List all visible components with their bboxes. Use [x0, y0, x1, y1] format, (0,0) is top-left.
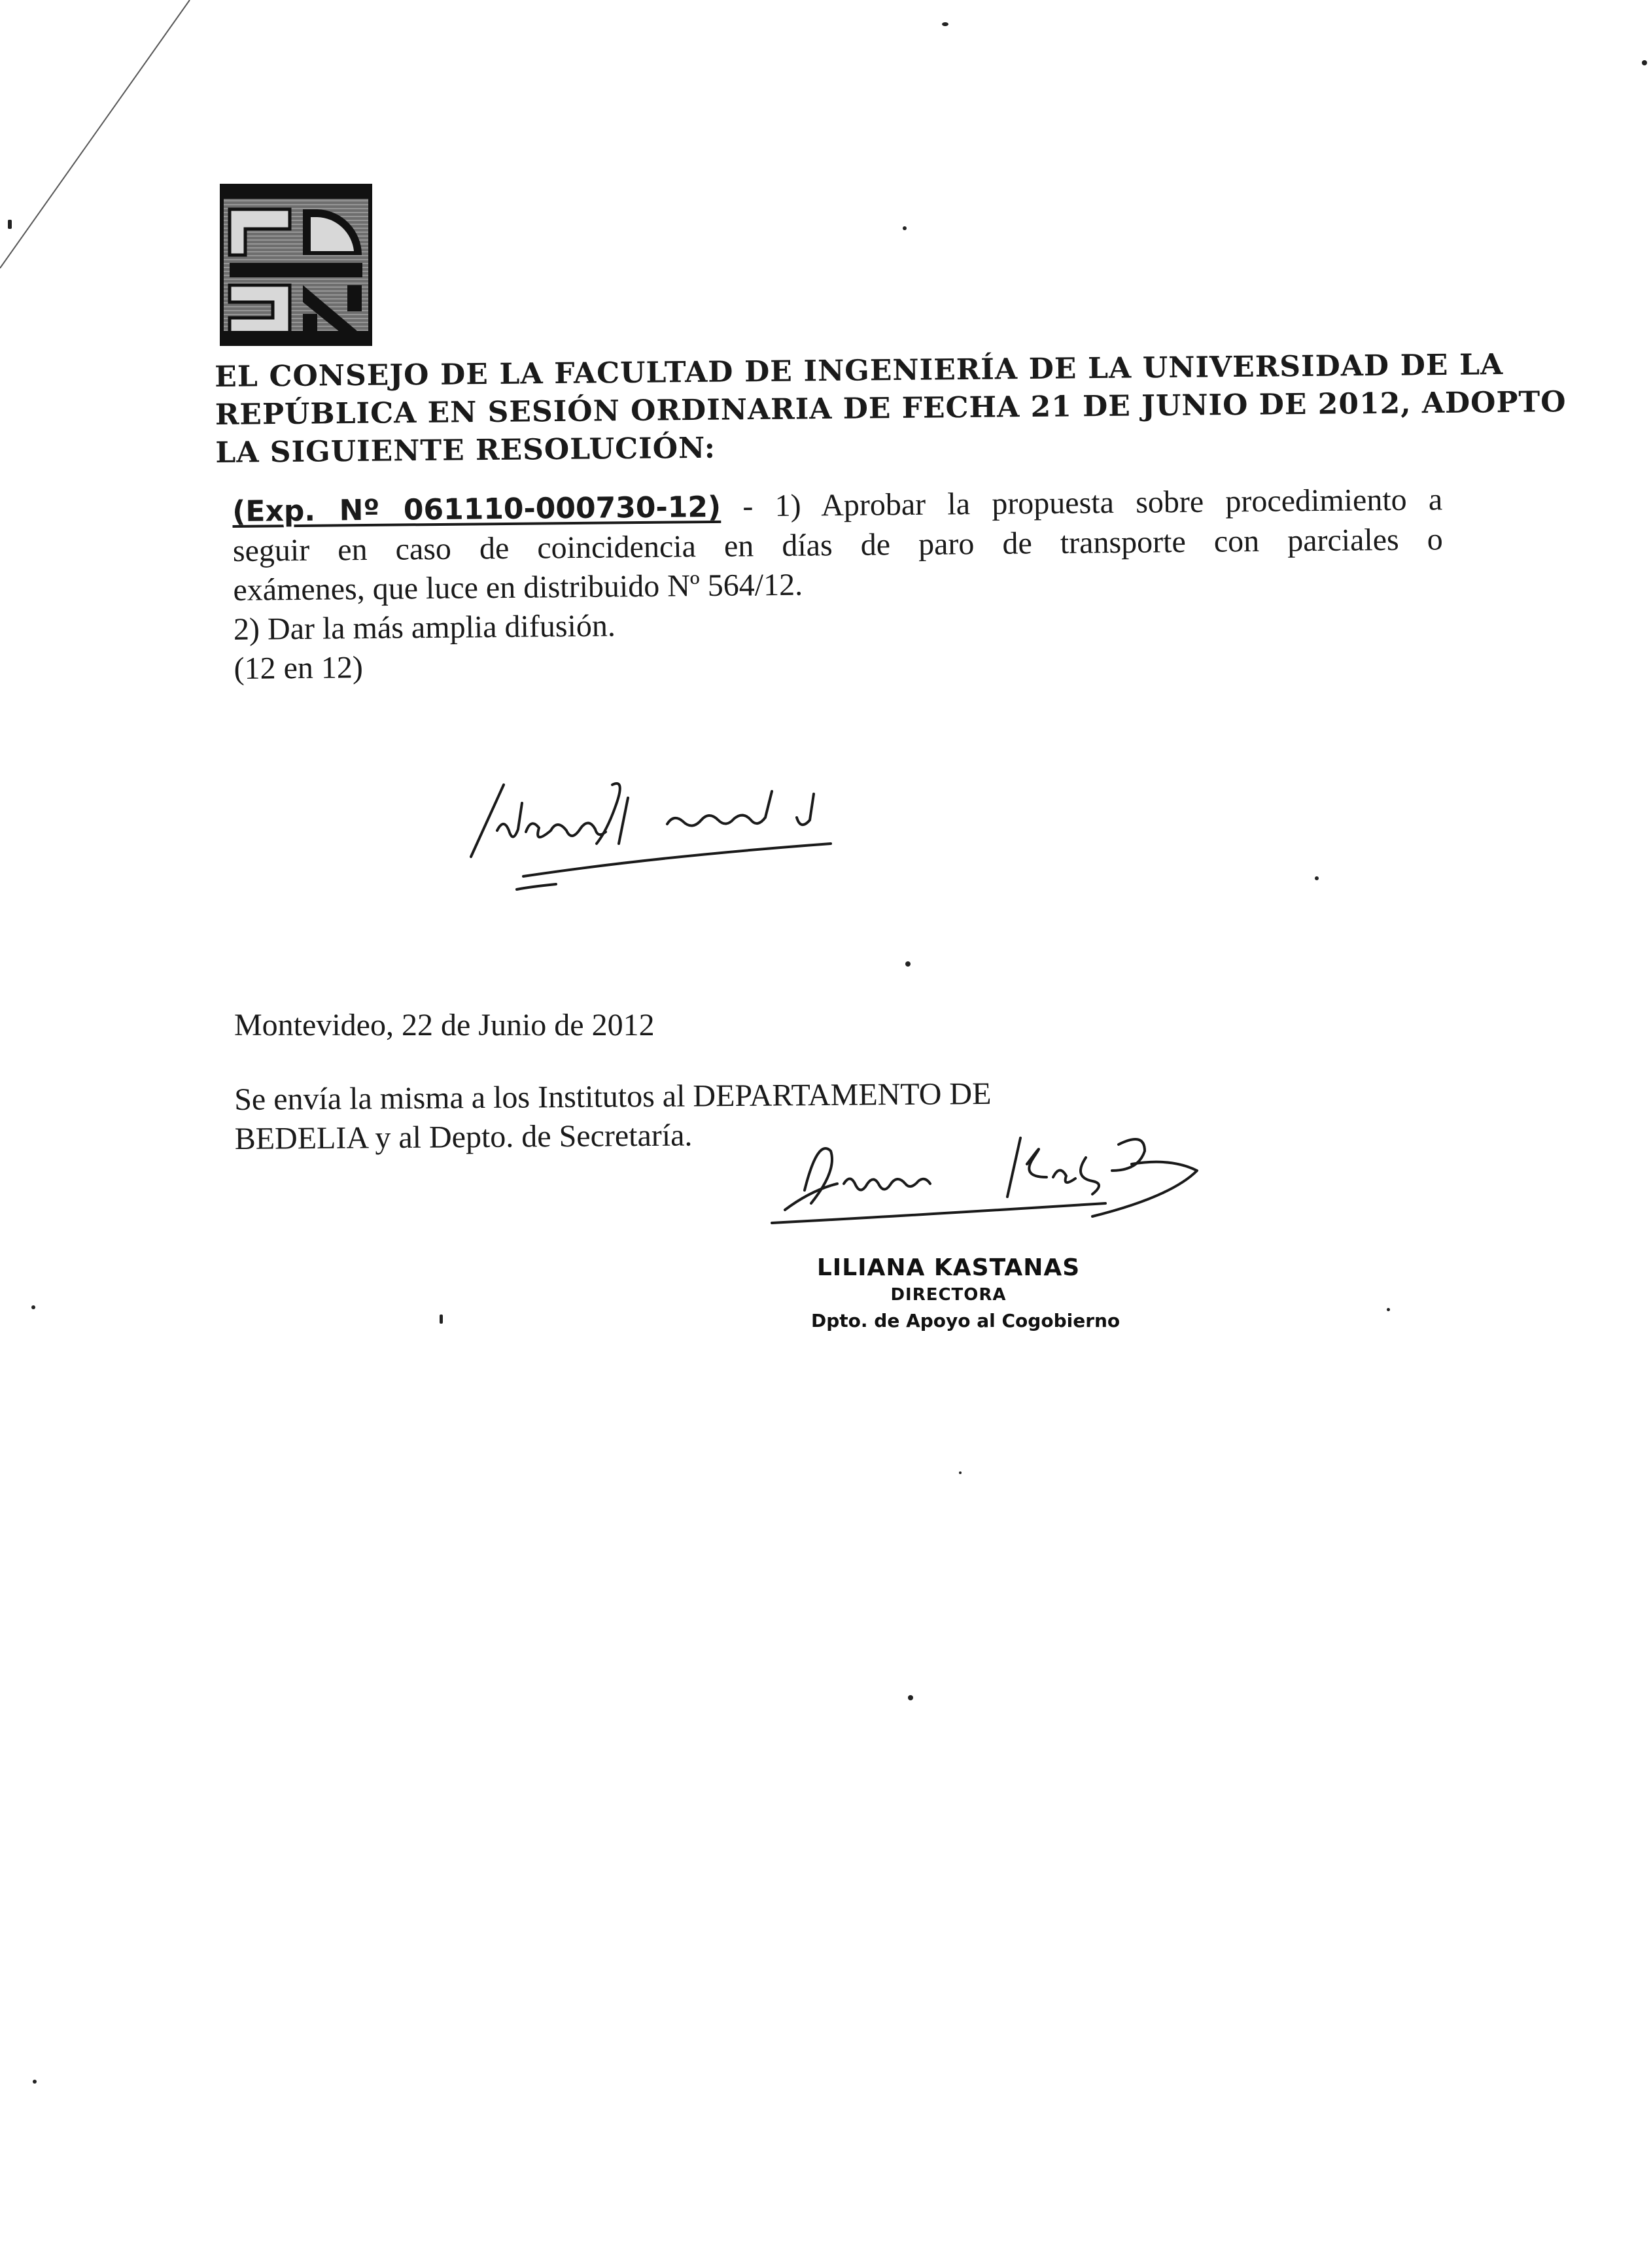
distribution-line-1: Se envía la misma a los Institutos al DEPARTAMENTO DE [234, 1076, 992, 1117]
signatory-title: DIRECTORA [890, 1285, 1007, 1305]
resolution-line-3: exámenes, que luce en distribuido Nº 564/12. [233, 567, 803, 608]
scan-speck [908, 1695, 913, 1700]
resolution-line-1-text: - 1) Aprobar la propuesta sobre procedimiento a [720, 482, 1443, 524]
resolution-line-2: seguir en caso de coincidencia en días de paro de transporte con parciales o [232, 522, 1444, 568]
scan-speck [8, 220, 12, 229]
signatory-stamp [811, 1254, 1121, 1332]
scan-speck [440, 1314, 443, 1324]
scan-speck [1387, 1308, 1390, 1311]
header-line-2: REPÚBLICA EN SESIÓN ORDINARIA DE FECHA 21 DE JUNIO DE 2012, ADOPTO [215, 385, 1567, 432]
distribution-line-2: BEDELIA y al Depto. de Secretaría. [234, 1118, 693, 1156]
handwritten-signature-1 [458, 759, 929, 902]
scan-speck [903, 226, 907, 230]
handwritten-signature-2 [765, 1112, 1223, 1243]
scan-speck [31, 1305, 35, 1309]
council-header [215, 346, 1567, 472]
scan-speck [1642, 60, 1647, 65]
signatory-name: LILIANA KASTANAS [816, 1254, 1081, 1281]
scan-speck [1315, 876, 1319, 880]
scan-speck [942, 22, 948, 26]
header-line-1: EL CONSEJO DE LA FACULTAD DE INGENIERÍA DE LA UNIVERSIDAD DE LA [215, 348, 1504, 394]
header-line-3: LA SIGUIENTE RESOLUCIÓN: [215, 431, 716, 470]
signatory-department: Dpto. de Apoyo al Cogobierno [811, 1310, 1121, 1332]
place-and-date: Montevideo, 22 de Junio de 2012 [234, 1008, 655, 1042]
resolution-item-2: 2) Dar la más amplia difusión. [233, 608, 616, 647]
scan-speck [33, 2080, 37, 2084]
scan-speck [959, 1471, 962, 1474]
scan-edge-artifact [0, 0, 209, 275]
vote-count: (12 en 12) [234, 650, 364, 686]
resolution-text [232, 480, 1444, 689]
expedient-number: (Exp. Nº 061110-000730-12) [232, 490, 721, 528]
university-logo [219, 183, 373, 347]
scan-speck [905, 961, 911, 967]
